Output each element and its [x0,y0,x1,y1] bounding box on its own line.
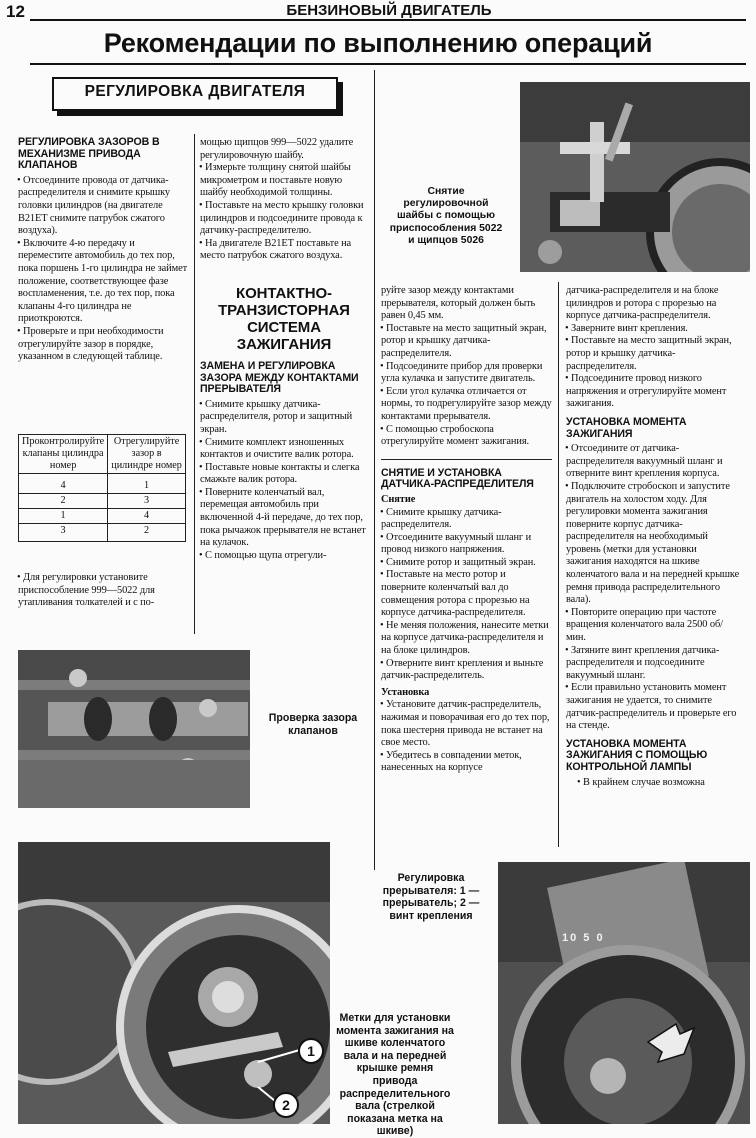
running-title: БЕНЗИНОВЫЙ ДВИГАТЕЛЬ [270,2,508,19]
table-header: Отрегулируйте зазор в цилиндре номер [108,435,186,474]
install-subheading: Установка [381,686,430,698]
column-1 [18,137,188,364]
table-cell: 4 [19,474,108,494]
callout-circle-1: 1 [298,1038,324,1064]
column-rule [374,70,375,870]
paragraph: • Для регулировки установите приспособление 999—5022 для утапливания толкателей и с по- [18,572,188,610]
page-title: Рекомендации по выполнению операций [103,28,653,58]
paragraph: • Поверните коленчатый вал, перемещая автомобиль при включенной 4-й передаче, до тех пор, пока рычажок прерывателя не встанет на кулачок. [200,487,368,550]
table-cell: 2 [19,494,108,509]
paragraph: • Снимите комплект изношенных контактов и очистите валик ротора. [200,437,368,462]
column-1-tail [18,572,188,610]
paragraph: • Включите 4-ю передачу и переместите автомобиль до тех пор, пока поршень 1-го цилиндра не займет положение, соответствующее фазе воспламенения, т.е. до тех пор, пока клапаны 4-го цилиндра не приоткроются. [18,238,188,326]
paragraph: • На двигателе B21ET поставьте на место патрубок сжатого воздуха. [200,238,368,263]
distributor-illustration [18,842,330,1124]
camshaft-illustration [18,650,250,808]
paragraph: датчика-распределителя и на блоке цилиндров и ротора с прорезью на корпусе датчика-распределителя. [566,285,719,322]
paragraph: руйте зазор между контактами прерывателя, который должен быть равен 0,45 мм. [381,285,536,322]
distributor-heading: СНЯТИЕ И УСТАНОВКА ДАТЧИКА-РАСПРЕДЕЛИТЕЛЯ [381,466,534,491]
ignition-section-title: КОНТАКТНО-ТРАНЗИСТОРНАЯ СИСТЕМА ЗАЖИГАНИЯ [218,284,350,353]
title-rule [30,63,746,65]
paragraph: • Не меняя положения, нанесите метки на корпусе датчика-распределителя и на блоке цилиндров. [381,620,552,658]
table-cell: 3 [19,524,108,542]
paragraph: • Поставьте новые контакты и слегка смажьте валик ротора. [200,462,368,487]
shim-removal-caption: Снятие регулировочной шайбы с помощью приспособления 5022 и щипцов 5026 [389,186,503,246]
paragraph: • Поставьте на место защитный экран, ротор и крышку датчика-распределителя. [566,335,740,373]
breaker-photo [18,842,330,1124]
paragraph: • Снимите крышку датчика-распределителя. [381,507,552,532]
valve-order-table [18,434,186,542]
paragraph: • Снимите крышку датчика-распределителя, ротор и защитный экран. [200,399,368,437]
pulley-marks-photo [498,862,750,1124]
paragraph: • Повторите операцию при частоте вращения коленчатого вала 2500 об/мин. [566,607,740,645]
paragraph: • Отсоедините вакуумный шланг и провод низкого напряжения. [381,532,552,557]
column-rule [194,134,195,634]
table-cell: 1 [108,474,186,494]
paragraph: • Затяните винт крепления датчика-распределителя и подсоедините вакуумный шланг. [566,645,740,683]
table-row [19,494,186,509]
paragraph: • С помощью стробоскопа отрегулируйте момент зажигания. [381,424,552,449]
table-cell: 2 [108,524,186,542]
table-cell: 3 [108,494,186,509]
paragraph: • Если угол кулачка отличается от нормы, то подрегулируйте зазор между контактами прерывателя. [381,386,552,424]
paragraph: • Снимите ротор и защитный экран. [381,557,552,570]
breaker-caption: Регулировка прерывателя: 1 — прерыватель; 2 — винт крепления [382,872,480,922]
valve-clearance-heading: РЕГУЛИРОВКА ЗАЗОРОВ В МЕХАНИЗМЕ ПРИВОДА КЛАПАНОВ [18,136,160,172]
paragraph: • С помощью щупа отрегули- [200,550,368,563]
paragraph: • Поставьте на место ротор и поверните коленчатый вал до совмещения ротора с прорезью на корпусе датчика-распределителя. [381,569,552,619]
column-4 [566,285,740,789]
paragraph: • Отсоедините провода от датчика-распределителя и снимите крышку головки цилиндров (на двигателе B21ET снимите патрубок сжатого воздуха). [18,175,188,238]
timing-marks-caption: Метки для установки момента зажигания на шкиве коленчатого вала и на передней крышке ремня привода распределительного вала (стрелкой показана метка на шкиве) [336,1012,454,1138]
table-row [19,509,186,524]
timing-lamp-heading: УСТАНОВКА МОМЕНТА ЗАЖИГАНИЯ С ПОМОЩЬЮ КОНТРОЛЬНОЙ ЛАМПЫ [566,737,708,773]
timing-heading: УСТАНОВКА МОМЕНТА ЗАЖИГАНИЯ [566,415,687,440]
column-2 [200,137,368,562]
paragraph: • Подключите стробоскоп и запустите двигатель на холостом ходу. Для регулировки момента зажигания поверните корпус датчика-распределителя на необходимый уровень (метки для установки зажигания находятся на шкиве коленчатого вала и на передней крышке ремня привода распределительного вала). [566,481,740,607]
divider [381,459,552,460]
pulley-scale-marks: 10 5 0 [562,932,605,944]
crankshaft-pulley-illustration [498,862,750,1124]
table-cell: 1 [19,509,108,524]
paragraph: • Поставьте на место защитный экран, ротор и крышку датчика-распределителя. [381,323,552,361]
paragraph: • В крайнем случае возможна [566,777,740,790]
paragraph: • Измерьте толщину снятой шайбы микрометром и поставьте новую шайбу необходимой толщины. [200,162,368,200]
paragraph: • Отсоедините от датчика-распределителя вакуумный шланг и отверните винт крепления корпуса. [566,443,740,481]
paragraph: • Отверните винт крепления и выньте датчик-распределитель. [381,658,552,683]
valve-check-caption: Проверка зазора клапанов [268,712,358,737]
section-box-title: РЕГУЛИРОВКА ДВИГАТЕЛЯ [84,83,306,100]
paragraph: • Подсоедините провод низкого напряжения и отрегулируйте момент зажигания. [566,373,740,411]
column-3 [381,285,552,775]
column-rule [558,282,559,847]
shim-removal-photo [520,82,750,272]
header-rule [30,19,746,21]
engine-tool-illustration [520,82,750,272]
paragraph: • Если правильно установить момент зажигания не удается, то снимите датчик-распределитель и проверьте его на стенде. [566,682,740,732]
paragraph: • Заверните винт крепления. [566,323,740,336]
paragraph: • Установите датчик-распределитель, нажимая и поворачивая его до тех пор, пока шестерня привода не встанет на свое место. [381,699,552,749]
valve-check-photo [18,650,250,808]
table-cell: 4 [108,509,186,524]
paragraph: • Убедитесь в совпадении меток, нанесенных на корпусе [381,750,552,775]
removal-subheading: Снятие [381,493,416,505]
table-row [19,474,186,494]
paragraph: • Подсоедините прибор для проверки угла кулачка и запустите двигатель. [381,361,552,386]
table-header: Проконтролируйте клапаны цилиндра номер [19,435,108,474]
breaker-heading: ЗАМЕНА И РЕГУЛИРОВКА ЗАЗОРА МЕЖДУ КОНТАКТАМИ ПРЕРЫВАТЕЛЯ [200,359,359,396]
paragraph: мощью щипцов 999—5022 удалите регулировочную шайбу. [200,137,354,161]
table-row [19,524,186,542]
callout-circle-2: 2 [273,1092,299,1118]
paragraph: • Проверьте и при необходимости отрегулируйте зазор в порядке, указанном в следующей таблице. [18,326,188,364]
paragraph: • Поставьте на место крышку головки цилиндров и подсоедините провода к датчику-распределителю. [200,200,368,238]
page-number: 12 [6,2,25,21]
